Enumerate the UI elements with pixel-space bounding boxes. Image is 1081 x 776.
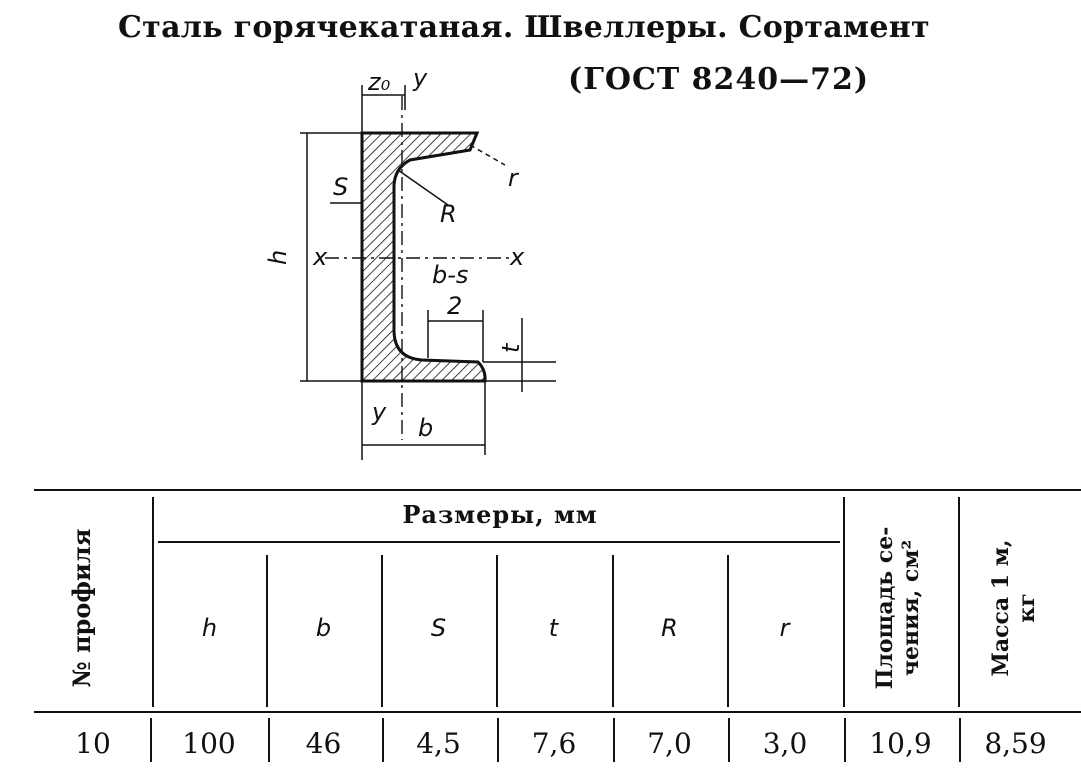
header-cross-section-area xyxy=(872,508,928,708)
row-divider xyxy=(959,718,961,762)
header-profile-number-text: № профиля xyxy=(67,528,96,688)
header-bottom-rule xyxy=(34,711,1081,713)
dimension-label-z0: z₀ xyxy=(368,68,391,96)
cell-h: 100 xyxy=(182,727,236,760)
axis-label-y-top: y xyxy=(413,64,428,92)
row-divider xyxy=(268,718,270,762)
dimension-label-t: t xyxy=(497,343,525,353)
document-title: Сталь горячекатаная. Швеллеры. Сортамент xyxy=(118,10,930,45)
column-header-r: r xyxy=(779,614,790,642)
header-area-line-1: Площадь се- xyxy=(872,526,898,690)
header-dimensions-group: Размеры, мм xyxy=(402,500,598,529)
axis-label-x-left: x xyxy=(313,243,328,271)
cell-profile: 10 xyxy=(75,727,111,760)
row-divider xyxy=(382,718,384,762)
standard-reference: (ГОСТ 8240—72) xyxy=(568,62,870,97)
column-divider xyxy=(843,497,845,707)
row-divider xyxy=(728,718,730,762)
channel-profile-shape xyxy=(362,133,485,381)
column-header-h: h xyxy=(201,614,218,642)
header-profile-number xyxy=(69,508,109,708)
cell-r: 3,0 xyxy=(762,727,808,760)
cell-t: 7,6 xyxy=(531,727,577,760)
cell-mass: 8,59 xyxy=(984,727,1047,760)
column-header-R: R xyxy=(661,614,678,642)
dimension-label-h: h xyxy=(264,249,292,265)
column-header-s: S xyxy=(430,614,447,642)
dimension-label-b: b xyxy=(418,414,434,442)
dimension-label-s: S xyxy=(333,173,349,201)
row-divider xyxy=(613,718,615,762)
header-mass-line-2: кг xyxy=(1014,593,1040,623)
table-top-rule xyxy=(34,489,1081,491)
axis-label-y-bottom: y xyxy=(372,398,387,426)
row-divider xyxy=(150,718,152,762)
column-divider xyxy=(958,497,960,707)
axis-label-x-right: x xyxy=(510,243,525,271)
cell-area: 10,9 xyxy=(869,727,932,760)
dimension-label-b-minus-s: b-s xyxy=(432,261,469,289)
cell-R: 7,0 xyxy=(647,727,692,760)
header-mass-line-1: Масса 1 м, xyxy=(988,539,1014,677)
row-divider xyxy=(497,718,499,762)
dimension-label-r: r xyxy=(508,164,518,192)
row-divider xyxy=(844,718,846,762)
column-header-b: b xyxy=(315,614,332,642)
column-divider xyxy=(152,497,154,707)
column-header-t: t xyxy=(548,614,559,642)
dimension-label-R: R xyxy=(440,200,457,228)
header-mass-per-meter xyxy=(988,508,1044,708)
cell-b: 46 xyxy=(305,727,342,760)
cell-s: 4,5 xyxy=(416,727,461,760)
dimensions-group-rule xyxy=(158,541,840,543)
header-area-line-2: чения, см² xyxy=(898,539,924,677)
dimension-label-half: 2 xyxy=(447,292,463,320)
